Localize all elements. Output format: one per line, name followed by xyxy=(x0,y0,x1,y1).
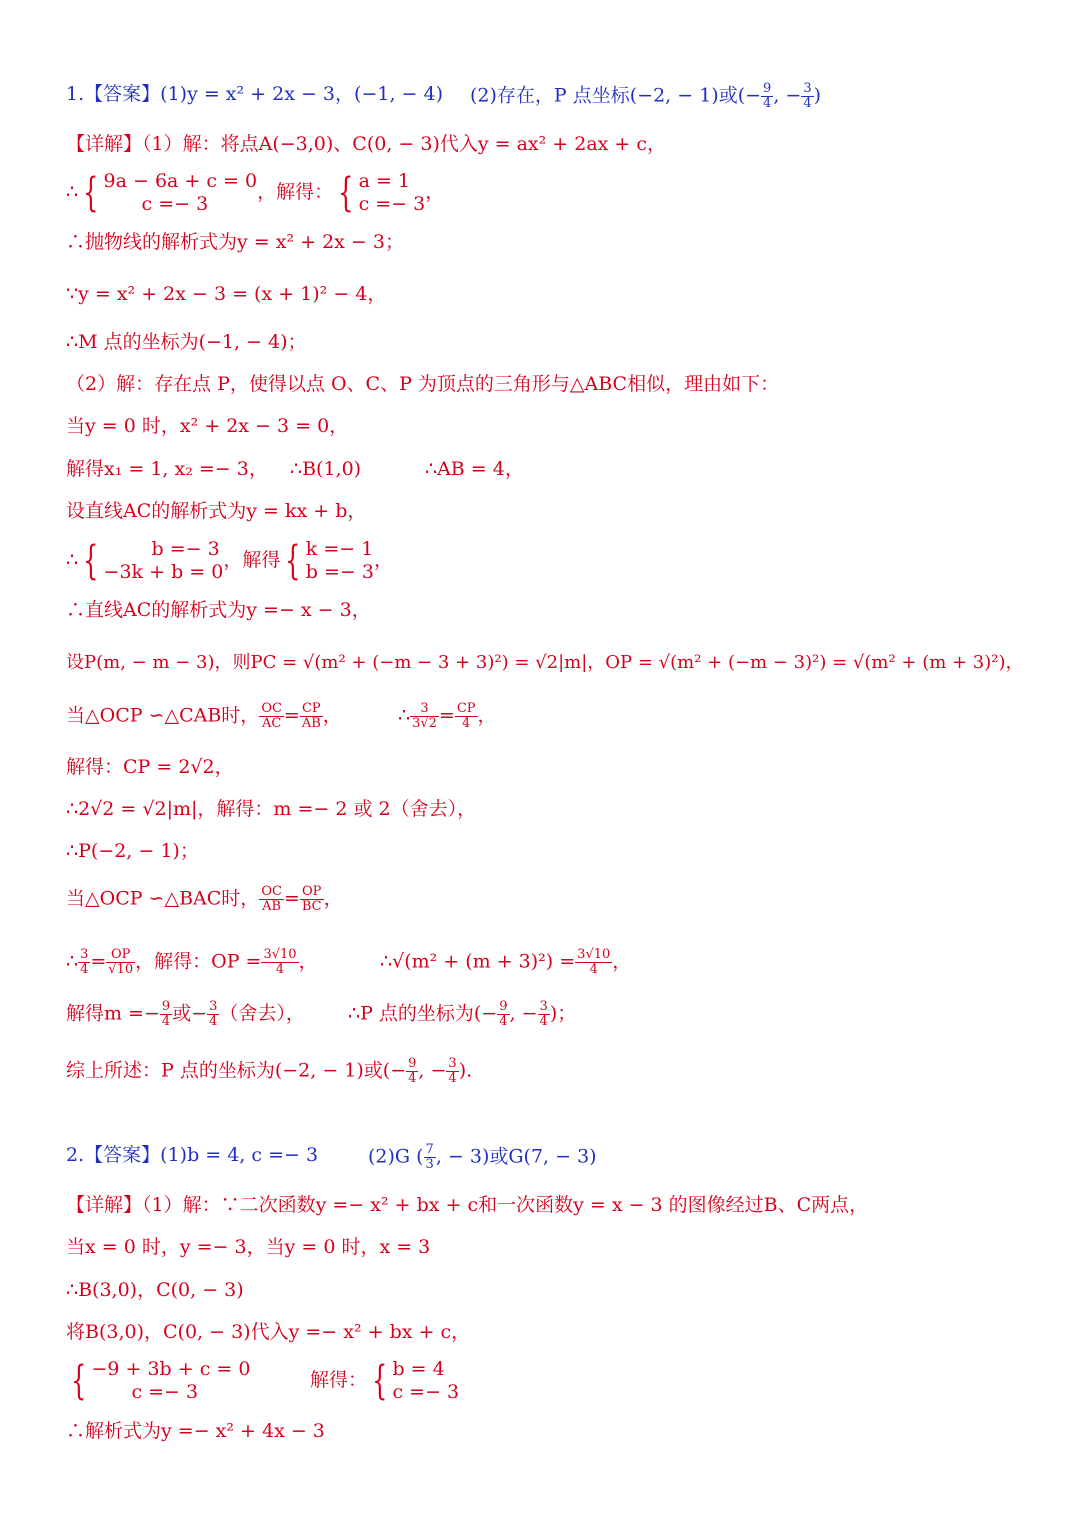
q1-detail-l04: ∵y = x² + 2x − 3 = (x + 1)² − 4， xyxy=(66,283,387,305)
q2-detail-l01: 【详解】（1）解：∵二次函数y =− x² + bx + c和一次函数y = x − 3 的图像经过B、C两点， xyxy=(66,1194,869,1216)
q2-answer-part1: (1)b = 4, c =− 3 xyxy=(160,1144,319,1166)
q2-answer-part2: (2)G ( $\frac{7}{3}$ , − 3)或G(7, − 3) xyxy=(368,1142,597,1172)
q1-detail-l19: 解得m =− $\frac{9}{4}$ 或− $\frac{3}{4}$ （舍去）， xyxy=(66,999,305,1029)
q2-detail-l05-solution: 解得： { b = 4 c =− 3 xyxy=(310,1358,460,1404)
q1-detail-l07: 当y = 0 时，x² + 2x − 3 = 0， xyxy=(66,415,349,437)
q1-answer-part1: (1)y = x² + 2x − 3，(−1, − 4) xyxy=(160,83,443,105)
q2-detail-l06: ∴解析式为y =− x² + 4x − 3 xyxy=(66,1420,325,1442)
q2-detail-tag: 【详解】 xyxy=(66,1194,143,1216)
q2-detail-l05-system: { −9 + 3b + c = 0 c =− 3 xyxy=(71,1358,251,1404)
q1-detail-l08b: ∴B(1,0) xyxy=(290,458,362,480)
q1-detail-l03: ∴抛物线的解析式为y = x² + 2x − 3； xyxy=(66,231,404,253)
q1-detail-l13b: ∴ $\frac{3}{3√2}$ = $\frac{CP}{4}$ ， xyxy=(398,701,497,731)
q1-answer-tag: 【答案】 xyxy=(84,83,161,105)
q2-detail-l04: 将B(3,0)，C(0, − 3)代入y =− x² + bx + c， xyxy=(66,1321,471,1343)
q1-detail-l17: 当△OCP ∽△BAC时， $\frac{OC}{AB}$ = $\frac{OP}{BC}$ ， xyxy=(66,884,343,914)
q1-answer-part2: (2)存在，P 点坐标(−2, − 1)或(− $\frac{9}{4}$ , − $\frac{3}{4}$ ) xyxy=(470,81,822,111)
q1-detail-l18: ∴ $\frac{3}{4}$ = $\frac{OP}{√10}$ ，解得：OP = $\frac{3√10}{4}$ ， xyxy=(66,947,318,977)
q1-answer-line xyxy=(66,82,443,106)
q1-detail-l02-system: ∴ { 9a − 6a + c = 0 c =− 3 ，解得： { a = 1 c =− 3 ， xyxy=(66,170,445,216)
q2-number: 2. xyxy=(66,1144,85,1166)
q1-detail-l14: 解得：CP = 2√2， xyxy=(66,756,234,778)
q1-detail-l09: 设直线AC的解析式为y = kx + b， xyxy=(66,500,367,522)
q1-detail-l08c: ∴AB = 4， xyxy=(425,458,524,480)
q1-detail-l08: 解得x₁ = 1, x₂ =− 3， xyxy=(66,458,268,480)
q1-detail-l15: ∴2√2 = √2|m|，解得：m =− 2 或 2（舍去）， xyxy=(66,798,477,820)
q1-detail-l06: （2）解：存在点 P，使得以点 O、C、P 为顶点的三角形与△ABC相似，理由如下： xyxy=(66,373,780,395)
q1-detail-l16: ∴P(−2, − 1)； xyxy=(66,840,199,862)
q1-detail-l10-system: ∴ { b =− 3 −3k + b = 0 ，解得 { k =− 1 b =− 3 ， xyxy=(66,538,393,584)
q1-detail-l11: ∴直线AC的解析式为y =− x − 3， xyxy=(66,599,371,621)
q1-detail-l19b: ∴P 点的坐标为(− $\frac{9}{4}$ , − $\frac{3}{4}$ )； xyxy=(348,999,577,1029)
q1-detail-l01: 【详解】（1）解：将点A(−3,0)、C(0, − 3)代入y = ax² + 2ax + c， xyxy=(66,133,667,155)
q1-detail-l05: ∴M 点的坐标为(−1, − 4)； xyxy=(66,331,307,353)
q2-answer-tag: 【答案】 xyxy=(84,1144,161,1166)
q1-detail-l18b: ∴√(m² + (m + 3)²) = $\frac{3√10}{4}$ ， xyxy=(380,947,632,977)
q1-number: 1. xyxy=(66,83,85,105)
q2-detail-l03: ∴B(3,0)，C(0, − 3) xyxy=(66,1279,244,1301)
q2-detail-l02: 当x = 0 时，y =− 3，当y = 0 时，x = 3 xyxy=(66,1236,431,1258)
q2-answer-line xyxy=(66,1143,318,1167)
q1-detail-l20: 综上所述：P 点的坐标为(−2, − 1)或(− $\frac{9}{4}$ , − $\frac{3}{4}$ ). xyxy=(66,1056,473,1086)
q1-detail-tag: 【详解】 xyxy=(66,133,143,155)
q1-detail-l13: 当△OCP ∽△CAB时， $\frac{OC}{AC}$ = $\frac{CP}{AB}$ ， xyxy=(66,701,342,731)
q1-detail-l12: 设P(m, − m − 3)，则PC = √(m² + (−m − 3 + 3)²) = √2|m|，OP = √(m² + (−m − 3)²) = √(m² + (m + 3)²)， xyxy=(66,652,1024,673)
